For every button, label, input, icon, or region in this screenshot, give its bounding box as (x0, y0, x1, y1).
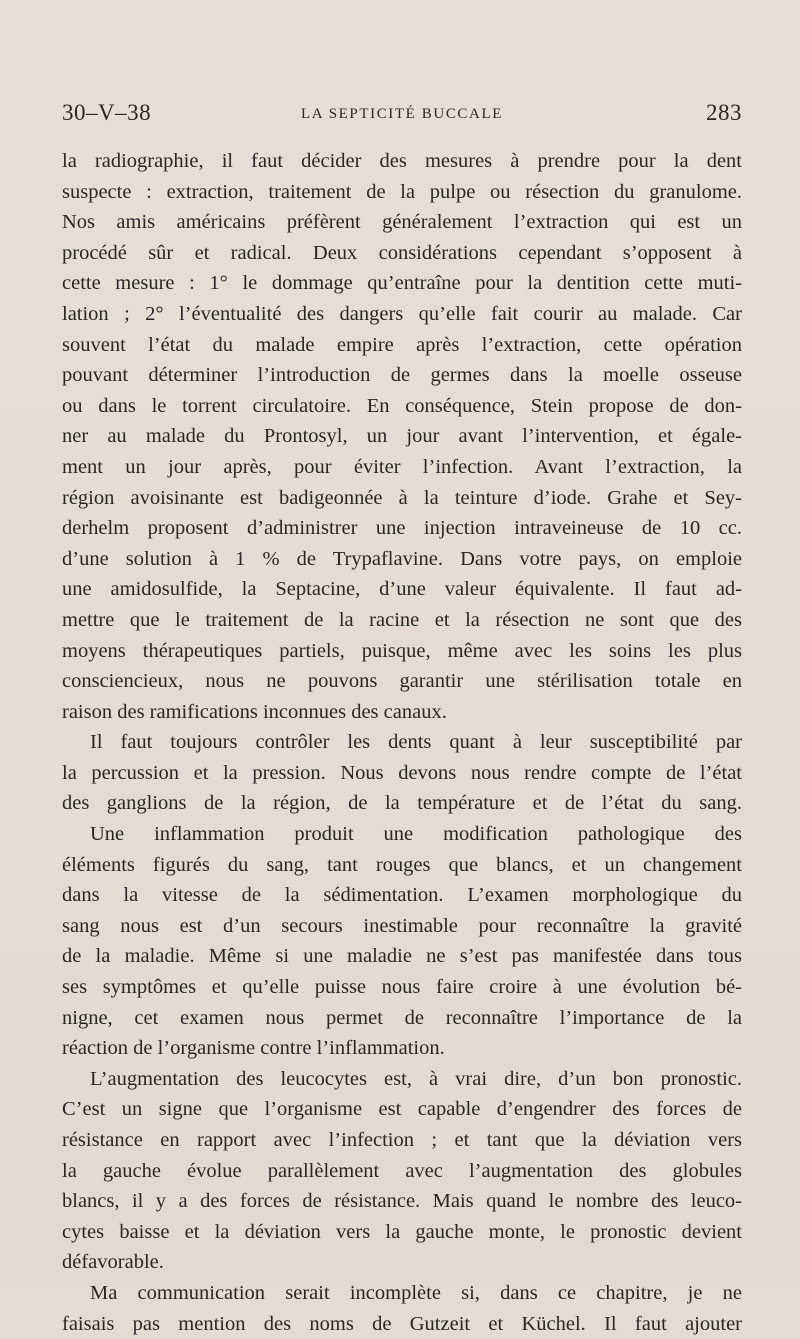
text-line: réaction de l’organisme contre l’inflammation. (62, 1037, 445, 1060)
running-head (62, 100, 742, 134)
text-line: cytes baisse et la déviation vers la gauche monte, le pronostic devient (62, 1220, 742, 1243)
text-line: blancs, il y a des forces de résistance. Mais quand le nombre des leuco- (62, 1190, 742, 1213)
text-line: Ma communication serait incomplète si, dans ce chapitre, je ne (90, 1281, 742, 1304)
text-line: mettre que le traitement de la racine et la résection ne sont que des (62, 608, 742, 631)
text-line: une amidosulfide, la Septacine, d’une valeur équivalente. Il faut ad- (62, 578, 742, 601)
header-date: 30–V–38 (62, 100, 152, 125)
text-line: la gauche évolue parallèlement avec l’augmentation des globules (62, 1159, 742, 1182)
text-line: défavorable. (62, 1251, 164, 1274)
text-line: L’augmentation des leucocytes est, à vrai dire, d’un bon pronostic. (90, 1067, 742, 1090)
body-text (62, 146, 742, 1339)
header-title: LA SEPTICITÉ BUCCALE (300, 106, 503, 122)
page-number: 283 (706, 100, 742, 125)
text-line: lation ; 2° l’éventualité des dangers qu’elle fait courir au malade. Car (62, 302, 742, 325)
text-line: d’une solution à 1 % de Trypaflavine. Dans votre pays, on emploie (62, 547, 742, 570)
text-line: de la maladie. Même si une maladie ne s’est pas manifestée dans tous (62, 945, 742, 968)
text-line: des ganglions de la région, de la température et de l’état du sang. (62, 792, 742, 815)
text-line: ou dans le torrent circulatoire. En conséquence, Stein propose de don- (62, 394, 742, 417)
text-line: ment un jour après, pour éviter l’infection. Avant l’extraction, la (62, 455, 742, 478)
text-line: la radiographie, il faut décider des mesures à prendre pour la dent (62, 150, 742, 172)
text-line: ses symptômes et qu’elle puisse nous faire croire à une évolution bé- (62, 976, 742, 999)
text-line: procédé sûr et radical. Deux considérations cependant s’opposent à (62, 241, 742, 264)
text-line: dans la vitesse de la sédimentation. L’examen morphologique du (62, 884, 742, 907)
text-line: moyens thérapeutiques partiels, puisque, même avec les soins les plus (62, 639, 742, 662)
text-line: faisais pas mention des noms de Gutzeit et Küchel. Il faut ajouter (62, 1312, 742, 1335)
text-line: suspecte : extraction, traitement de la pulpe ou résection du granulome. (62, 180, 742, 203)
text-line: sang nous est d’un secours inestimable pour reconnaître la gravité (62, 914, 742, 937)
text-line: ner au malade du Prontosyl, un jour avant l’intervention, et égale- (62, 425, 742, 448)
text-line: raison des ramifications inconnues des canaux. (62, 700, 447, 723)
text-line: cette mesure : 1° le dommage qu’entraîne pour la dentition cette muti- (62, 272, 742, 295)
text-line: Nos amis américains préfèrent généralement l’extraction qui est un (62, 211, 742, 234)
text-line: la percussion et la pression. Nous devons nous rendre compte de l’état (62, 761, 742, 784)
text-line: consciencieux, nous ne pouvons garantir une stérilisation totale en (62, 670, 742, 693)
text-line: éléments figurés du sang, tant rouges que blancs, et un changement (62, 853, 742, 876)
text-line: derhelm proposent d’administrer une injection intraveineuse de 10 cc. (62, 517, 742, 540)
text-line: Une inflammation produit une modification pathologique des (90, 823, 742, 846)
text-line: Il faut toujours contrôler les dents quant à leur susceptibilité par (90, 731, 742, 754)
text-line: nigne, cet examen nous permet de reconnaître l’importance de la (62, 1006, 742, 1029)
text-line: région avoisinante est badigeonnée à la teinture d’iode. Grahe et Sey- (62, 486, 742, 509)
text-line: C’est un signe que l’organisme est capable d’engendrer des forces de (62, 1098, 742, 1121)
text-line: pouvant déterminer l’introduction de germes dans la moelle osseuse (62, 364, 742, 387)
text-line: résistance en rapport avec l’infection ; et tant que la déviation vers (62, 1129, 742, 1151)
text-line: souvent l’état du malade empire après l’extraction, cette opération (62, 333, 742, 356)
